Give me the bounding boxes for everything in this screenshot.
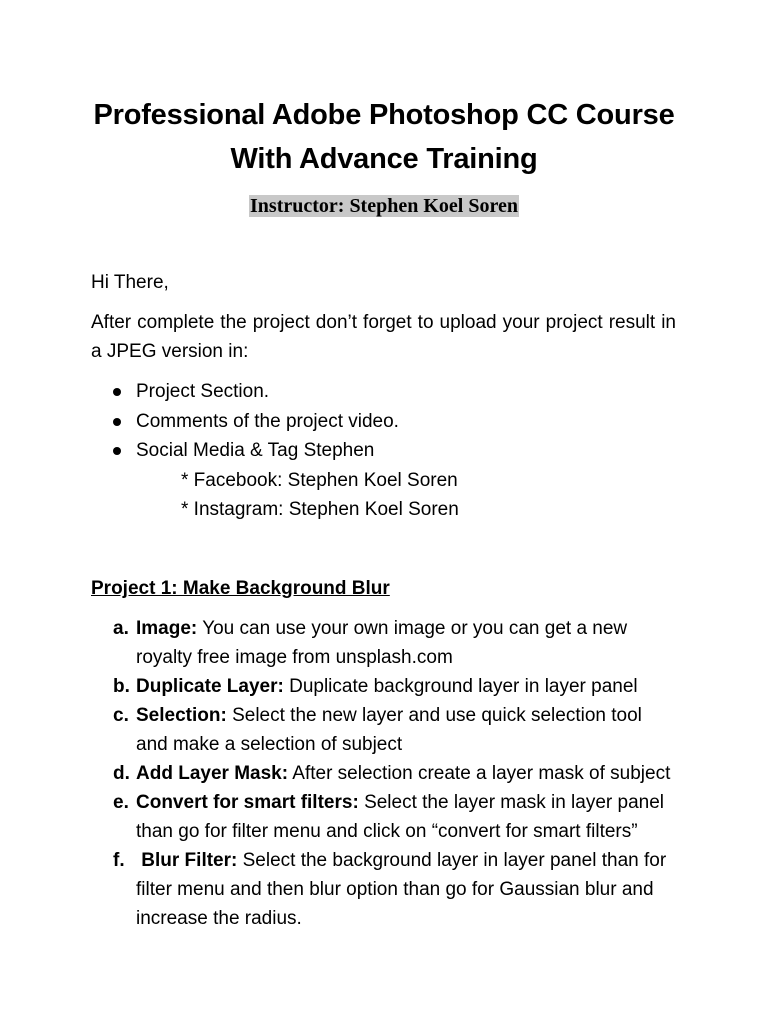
step-line: [136, 701, 691, 730]
step-text: You can use your own image or you can get a new: [202, 618, 628, 639]
instructor-line: [0, 194, 768, 218]
bullet-item: [91, 436, 691, 466]
step-marker: c.: [113, 705, 129, 726]
step-line: [136, 846, 691, 875]
step-line: [136, 788, 691, 817]
instructor-label: Instructor:: [250, 195, 350, 217]
step-item: [91, 614, 691, 672]
step-term: Image:: [136, 618, 198, 639]
step-text: Select the layer mask in layer panel: [364, 792, 664, 813]
intro-paragraph: After complete the project don’t forget to upload your project result in a JPEG version in:: [91, 312, 676, 362]
step-term: Convert for smart filters:: [136, 792, 359, 813]
step-item: [91, 846, 691, 933]
document-title-line-2: With Advance Training: [230, 143, 538, 175]
step-term: Blur Filter:: [141, 850, 238, 871]
step-text: Duplicate background layer in layer panel: [289, 676, 638, 697]
step-line: [136, 672, 691, 701]
step-marker: e.: [113, 792, 129, 813]
step-line: royalty free image from unsplash.com: [136, 647, 453, 668]
step-marker: a.: [113, 618, 129, 639]
bullet-item: [91, 407, 691, 437]
project-heading: Project 1: Make Background Blur: [91, 578, 390, 599]
step-text: Select the new layer and use quick selection tool: [232, 705, 642, 726]
step-line: [136, 614, 691, 643]
step-marker: f.: [113, 850, 125, 871]
step-item: [91, 759, 691, 788]
bullet-list: [91, 377, 691, 525]
social-facebook: * Facebook: Stephen Koel Soren: [181, 469, 458, 491]
step-marker: d.: [113, 763, 130, 784]
step-line: [136, 759, 691, 788]
bullet-dot-icon: [113, 447, 121, 455]
step-item: [91, 788, 691, 846]
instructor-highlight: [249, 195, 519, 217]
step-line: filter menu and then blur option than go for Gaussian blur and: [136, 879, 654, 900]
bullet-text: Project Section.: [136, 381, 270, 402]
step-item: [91, 672, 691, 701]
document-title-line-1: Professional Adobe Photoshop CC Course: [93, 99, 675, 131]
bullet-dot-icon: [113, 388, 121, 396]
step-marker: b.: [113, 676, 130, 697]
step-term: Duplicate Layer:: [136, 676, 284, 697]
greeting: Hi There,: [91, 272, 169, 293]
step-text: Select the background layer in layer panel than for: [242, 850, 667, 871]
social-instagram: * Instagram: Stephen Koel Soren: [181, 499, 459, 520]
step-item: [91, 701, 691, 759]
bullet-text: Social Media & Tag Stephen: [136, 440, 375, 461]
step-term: Add Layer Mask:: [136, 763, 289, 784]
step-line: than go for filter menu and click on “convert for smart filters”: [136, 821, 638, 842]
instructor-name: Stephen Koel Soren: [349, 195, 518, 217]
bullet-item: [91, 377, 691, 407]
step-text: After selection create a layer mask of subject: [292, 763, 671, 784]
bullet-text: Comments of the project video.: [136, 410, 399, 432]
step-line: and make a selection of subject: [136, 734, 403, 755]
step-line: increase the radius.: [136, 908, 302, 929]
bullet-dot-icon: [113, 418, 121, 426]
steps-list: [91, 614, 691, 933]
step-term: Selection:: [136, 705, 227, 726]
